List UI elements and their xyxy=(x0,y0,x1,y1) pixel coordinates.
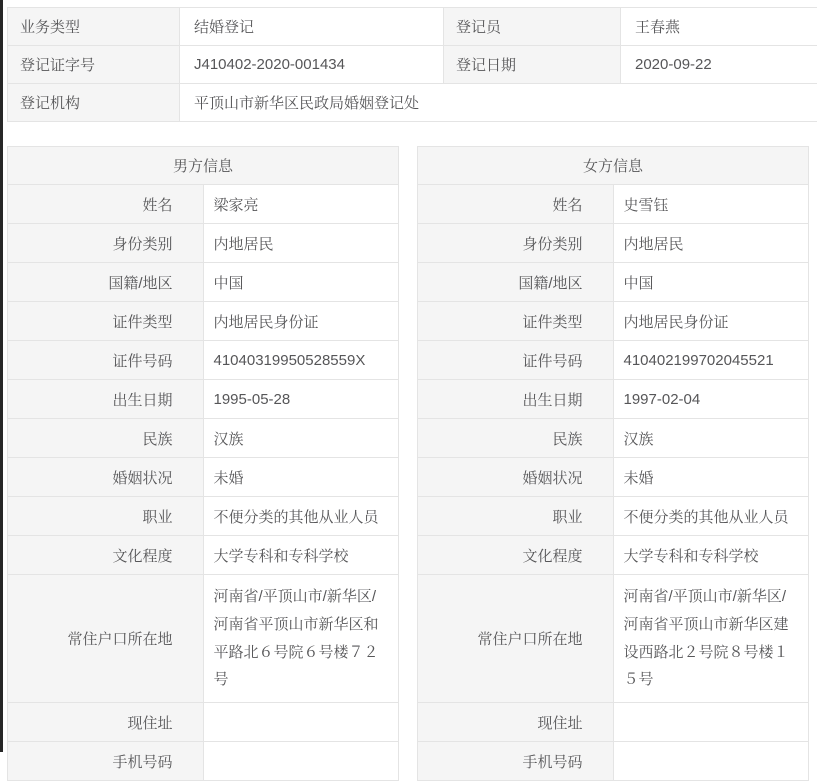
table-row xyxy=(8,419,399,458)
field-value: 史雪钰 xyxy=(613,185,809,224)
table-row xyxy=(418,341,809,380)
field-value: 不便分类的其他从业人员 xyxy=(613,497,809,536)
field-label: 国籍/地区 xyxy=(8,263,204,302)
field-value: 内地居民身份证 xyxy=(613,302,809,341)
field-label: 登记日期 xyxy=(444,46,621,84)
field-label: 手机号码 xyxy=(8,742,204,781)
panel-title: 女方信息 xyxy=(418,147,809,185)
table-row xyxy=(418,419,809,458)
table-row xyxy=(8,147,399,185)
field-value: 1997-02-04 xyxy=(613,380,809,419)
field-label: 婚姻状况 xyxy=(418,458,614,497)
field-label: 登记员 xyxy=(444,8,621,46)
table-row xyxy=(8,84,817,122)
field-label: 登记机构 xyxy=(8,84,180,122)
field-value: 汉族 xyxy=(613,419,809,458)
field-value: 河南省/平顶山市/新华区/河南省平顶山市新华区和平路北６号院６号楼７２号 xyxy=(203,575,399,703)
table-row xyxy=(8,302,399,341)
field-value: 未婚 xyxy=(203,458,399,497)
field-label: 国籍/地区 xyxy=(418,263,614,302)
table-row xyxy=(8,341,399,380)
field-label: 出生日期 xyxy=(8,380,204,419)
female-info-panel xyxy=(417,146,809,781)
field-label: 证件类型 xyxy=(8,302,204,341)
registration-summary-table xyxy=(7,7,817,122)
field-value: 中国 xyxy=(203,263,399,302)
table-row xyxy=(8,8,817,46)
field-value: 平顶山市新华区民政局婚姻登记处 xyxy=(180,84,817,122)
spouse-panels xyxy=(7,146,810,781)
window-edge xyxy=(0,0,3,752)
field-label: 现住址 xyxy=(8,703,204,742)
field-label: 职业 xyxy=(418,497,614,536)
field-value xyxy=(613,703,809,742)
table-row xyxy=(418,575,809,703)
field-label: 姓名 xyxy=(418,185,614,224)
panel-title: 男方信息 xyxy=(8,147,399,185)
field-label: 出生日期 xyxy=(418,380,614,419)
table-row xyxy=(8,742,399,781)
table-row xyxy=(8,46,817,84)
table-row xyxy=(418,497,809,536)
field-value: 河南省/平顶山市/新华区/河南省平顶山市新华区建设西路北２号院８号楼１５号 xyxy=(613,575,809,703)
table-row xyxy=(418,703,809,742)
field-value: 41040319950528559X xyxy=(203,341,399,380)
field-value: 结婚登记 xyxy=(180,8,444,46)
registration-record-page xyxy=(7,7,810,781)
field-label: 现住址 xyxy=(418,703,614,742)
field-value: 内地居民身份证 xyxy=(203,302,399,341)
field-value: 大学专科和专科学校 xyxy=(613,536,809,575)
field-label: 常住户口所在地 xyxy=(8,575,204,703)
field-label: 常住户口所在地 xyxy=(418,575,614,703)
table-row xyxy=(418,742,809,781)
field-value: 2020-09-22 xyxy=(621,46,817,84)
field-label: 证件类型 xyxy=(418,302,614,341)
table-row xyxy=(418,263,809,302)
table-row xyxy=(418,380,809,419)
field-value: 大学专科和专科学校 xyxy=(203,536,399,575)
field-label: 身份类别 xyxy=(8,224,204,263)
male-info-panel xyxy=(7,146,399,781)
field-value xyxy=(203,703,399,742)
field-label: 民族 xyxy=(8,419,204,458)
field-value xyxy=(613,742,809,781)
field-label: 文化程度 xyxy=(8,536,204,575)
field-label: 登记证字号 xyxy=(8,46,180,84)
field-value: 梁家亮 xyxy=(203,185,399,224)
table-row xyxy=(8,380,399,419)
table-row xyxy=(8,185,399,224)
table-row xyxy=(8,575,399,703)
table-row xyxy=(8,458,399,497)
field-label: 职业 xyxy=(8,497,204,536)
field-value: 王春燕 xyxy=(621,8,817,46)
table-row xyxy=(8,224,399,263)
table-row xyxy=(8,703,399,742)
field-value: 汉族 xyxy=(203,419,399,458)
field-label: 业务类型 xyxy=(8,8,180,46)
field-label: 民族 xyxy=(418,419,614,458)
table-row xyxy=(418,458,809,497)
field-value: 1995-05-28 xyxy=(203,380,399,419)
field-value: J410402-2020-001434 xyxy=(180,46,444,84)
field-value: 内地居民 xyxy=(203,224,399,263)
table-row xyxy=(418,536,809,575)
field-value: 410402199702045521 xyxy=(613,341,809,380)
field-value: 不便分类的其他从业人员 xyxy=(203,497,399,536)
field-label: 文化程度 xyxy=(418,536,614,575)
field-label: 身份类别 xyxy=(418,224,614,263)
table-row xyxy=(418,224,809,263)
field-value: 内地居民 xyxy=(613,224,809,263)
field-label: 证件号码 xyxy=(8,341,204,380)
field-value: 中国 xyxy=(613,263,809,302)
field-value: 未婚 xyxy=(613,458,809,497)
field-label: 手机号码 xyxy=(418,742,614,781)
table-row xyxy=(418,147,809,185)
field-label: 证件号码 xyxy=(418,341,614,380)
field-value xyxy=(203,742,399,781)
table-row xyxy=(8,536,399,575)
field-label: 姓名 xyxy=(8,185,204,224)
field-label: 婚姻状况 xyxy=(8,458,204,497)
table-row xyxy=(418,185,809,224)
table-row xyxy=(418,302,809,341)
table-row xyxy=(8,497,399,536)
table-row xyxy=(8,263,399,302)
